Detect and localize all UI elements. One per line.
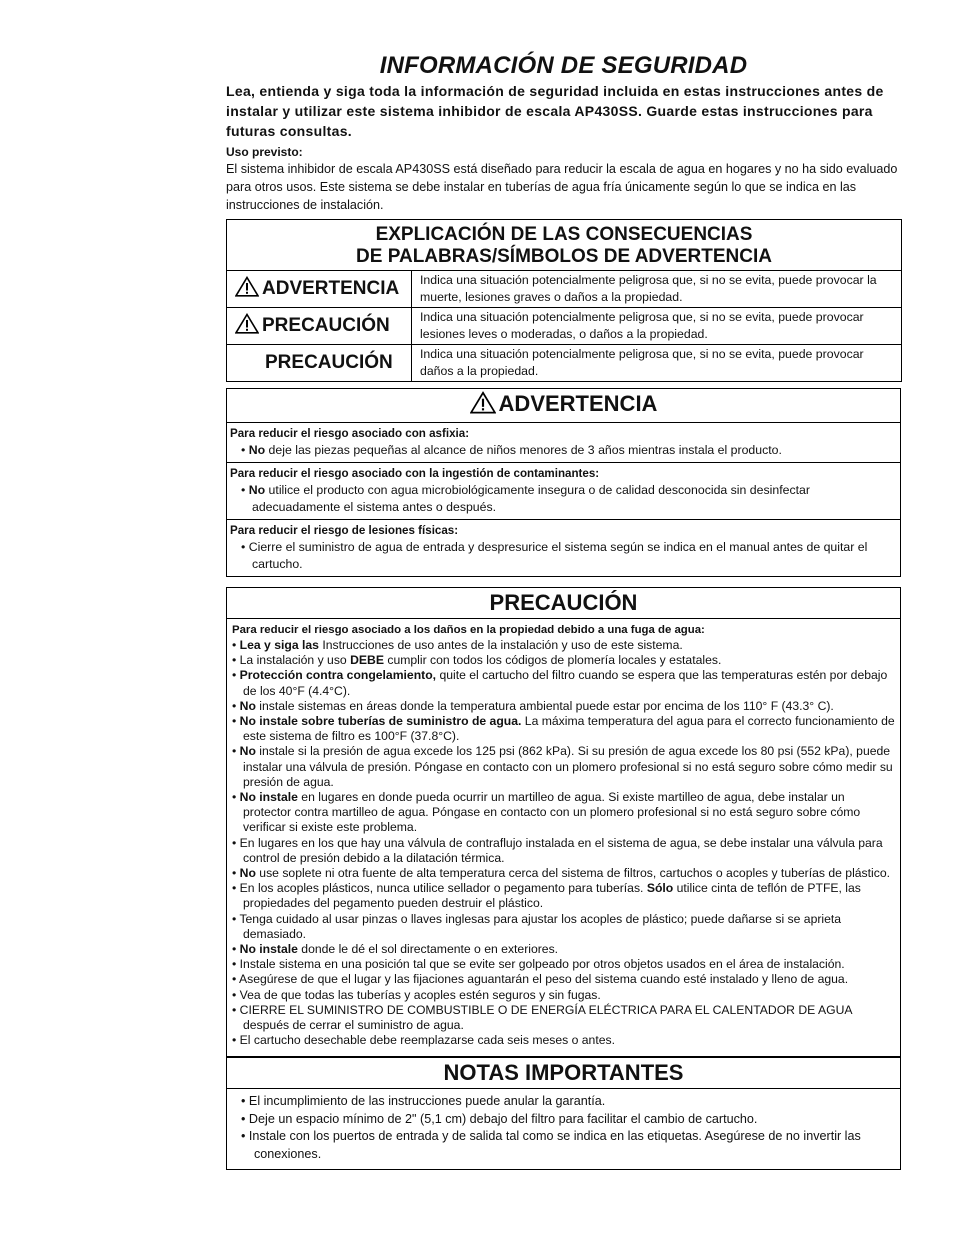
section-heading: Para reducir el riesgo de lesiones físicas: (230, 524, 459, 537)
advertencia-heading (227, 389, 900, 423)
caution-item: • CIERRE EL SUMINISTRO DE COMBUSTIBLE O DE ENERGÍA ELÉCTRICA PARA EL CALENTADOR DE AGUA después de cerrar el suministro de agua. (232, 1002, 852, 1033)
item-text: La instalación y uso (239, 653, 351, 668)
legend-title (227, 220, 902, 271)
item-text: La máxima temperatura del agua para el correcto funcionamiento de este sistema de filtro es 100°F (37.8°C). (243, 714, 895, 744)
caution-item: • No use soplete ni otra fuente de alta temperatura cerca del sistema de filtros, cartuchos o acoples y tuberías de plástico. (232, 866, 891, 881)
safety-page (226, 52, 901, 1170)
warning-triangle-icon (470, 391, 496, 420)
item-bold: Sólo (646, 881, 674, 896)
caution-item: • Tenga cuidado al usar pinzas o llaves inglesas para ajustar los acoples de plástico; puede dañarse si se aprieta demasiado. (232, 911, 842, 941)
item-text: Cierre el suministro de agua de entrada y despresurice el sistema según se indica en el manual antes de quitar el cartucho. (248, 540, 868, 571)
precaucion-list (232, 638, 896, 1048)
note-item: • Instale con los puertos de entrada y de salida tal como se indica en las etiquetas. Asegúrese de no invertir las conexiones. (241, 1129, 861, 1161)
signal-word-desc: Indica una situación potencialmente peligrosa que, si no se evita, puede provocar lesiones leves o moderadas, o daños a la propiedad. (412, 308, 902, 345)
item-bold: No (239, 698, 256, 713)
warning-triangle-icon (235, 276, 259, 303)
precaucion-heading: PRECAUCIÓN (227, 588, 900, 619)
legend-row-precaucion (227, 345, 902, 382)
legend-title-line2: DE PALABRAS/SÍMBOLOS DE ADVERTENCIA (356, 246, 772, 267)
note-text: El incumplimiento de las instrucciones puede anular la garantía. (248, 1094, 606, 1109)
item-text: Instale sistema en una posición tal que se evite ser golpeado por otros objetos usados en el área de instalación. (239, 957, 845, 972)
item-bold: Protección contra congelamiento, (239, 668, 437, 683)
notas-list (227, 1089, 900, 1169)
item-text: El cartucho desechable debe reemplazarse cada seis meses o antes. (239, 1033, 615, 1048)
caution-item: • No instale sobre tuberías de suministro de agua. La máxima temperatura del agua para el correcto funcionamiento de este sistema de filtro es 100°F (37.8°C). (232, 714, 895, 744)
signal-word-desc: Indica una situación potencialmente peligrosa que, si no se evita, puede provocar daños a la propiedad. (412, 345, 902, 382)
advertencia-section (227, 463, 900, 520)
uso-previsto-heading: Uso previsto: (226, 145, 303, 159)
item-text: quite el cartucho del filtro cuando se espera que las temperaturas estén por debajo de los 40°F (4.4°C). (243, 668, 888, 698)
caution-item: • El cartucho desechable debe reemplazarse cada seis meses o antes. (232, 1033, 615, 1048)
advertencia-heading-text: ADVERTENCIA (498, 391, 658, 416)
intro-text: Lea, entienda y siga toda la información de seguridad incluida en estas instrucciones antes de instalar y utilizar este sistema inhibidor de escala AP430SS. Guarde estas instrucciones para futuras consultas. (226, 83, 884, 139)
item-bold: DEBE (350, 653, 384, 668)
item-text: En lugares en los que hay una válvula de contraflujo instalada en el sistema de agua, se debe instalar una válvula para control de presión debido a la dilatación térmica. (239, 835, 883, 865)
advertencia-section (227, 423, 900, 463)
signal-words-table (226, 219, 902, 382)
item-text: Instrucciones de uso antes de la instalación y uso de este sistema. (318, 638, 683, 652)
signal-word: PRECAUCIÓN (265, 352, 393, 373)
section-heading: Para reducir el riesgo asociado con la ingestión de contaminantes: (230, 467, 600, 480)
uso-previsto-text: El sistema inhibidor de escala AP430SS está diseñado para reducir la escala de agua en hogares y no ha sido evaluado para otros usos. Este sistema se debe instalar en tuberías de agua fría únicamente según lo que se indica en las instrucciones de instalación. (226, 162, 898, 212)
section-heading: Para reducir el riesgo asociado con asfixia: (230, 427, 470, 440)
item-bold: No (239, 744, 256, 759)
item-text: instale si la presión de agua excede los 125 psi (862 kPa). Si su presión de agua excede los 80 psi (552 kPa), puede instalar una válvula de presión. Póngase en contacto con un plomero profesional si no está seguro sobre cómo medir su presión de agua. (243, 744, 893, 789)
caution-item: • La instalación y uso DEBE cumplir con todos los códigos de plomería locales y estatales. (232, 653, 722, 668)
caution-item: • No instale en lugares en donde pueda ocurrir un martilleo de agua. Si existe martilleo de agua, debe instalar un protector contra martilleo de agua. Póngase en contacto con un plomero profesional si no está seguro sobre cómo verificar si existe este problema. (232, 790, 861, 835)
caution-item: • No instale donde le dé el sol directamente o en exteriores. (232, 942, 559, 957)
item-bold: No instale (239, 942, 298, 957)
legend-row-precaucion-icon (227, 308, 902, 345)
item-bold: No (239, 866, 256, 881)
item-text: Vea de que todas las tuberías y acoples estén seguros y sin fugas. (239, 987, 601, 1002)
caution-item: • No instale sistemas en áreas donde la temperatura ambiental puede estar por encima de los 110° F (43.3° C). (232, 698, 834, 713)
item-text: Tenga cuidado al usar pinzas o llaves inglesas para ajustar los acoples de plástico; puede dañarse si se aprieta demasiado. (239, 911, 842, 941)
item-text: use soplete ni otra fuente de alta temperatura cerca del sistema de filtros, cartuchos o acoples y tuberías de plástico. (255, 866, 891, 881)
item-bold: No instale (239, 790, 298, 805)
item-text: instale sistemas en áreas donde la temperatura ambiental puede estar por encima de los 110° F (43.3° C). (255, 698, 834, 713)
caution-item: • Instale sistema en una posición tal que se evite ser golpeado por otros objetos usados en el área de instalación. (232, 957, 845, 972)
signal-word-desc: Indica una situación potencialmente peligrosa que, si no se evita, puede provocar la muerte, lesiones graves o daños a la propiedad. (412, 271, 902, 308)
list-item: • Cierre el suministro de agua de entrada y despresurice el sistema según se indica en el manual antes de quitar el cartucho. (241, 540, 868, 571)
advertencia-box (226, 388, 901, 577)
list-item: • No utilice el producto con agua microbiológicamente insegura o de calidad desconocida sin desinfectar adecuadamente el sistema antes o después. (241, 483, 810, 514)
advertencia-section (227, 520, 900, 576)
precaucion-box (226, 587, 901, 1057)
item-text: donde le dé el sol directamente o en exteriores. (297, 942, 559, 957)
item-text: cumplir con todos los códigos de plomería locales y estatales. (383, 653, 722, 668)
notas-heading: NOTAS IMPORTANTES (227, 1058, 900, 1089)
page-title: INFORMACIÓN DE SEGURIDAD (379, 52, 748, 79)
note-text: Instale con los puertos de entrada y de salida tal como se indica en las etiquetas. Asegúrese de no invertir las conexiones. (248, 1129, 861, 1161)
notas-box (226, 1057, 901, 1170)
item-text: Asegúrese de que el lugar y las fijaciones aguantarán el peso del sistema cuando esté instalado y lleno de agua. (238, 972, 849, 987)
item-text: en lugares en donde pueda ocurrir un martilleo de agua. Si existe martilleo de agua, debe instalar un protector contra martilleo de agua. Póngase en contacto con un plomero profesional si no está seguro sobre cómo verificar si existe este problema. (243, 790, 861, 835)
item-text: CIERRE EL SUMINISTRO DE COMBUSTIBLE O DE ENERGÍA ELÉCTRICA PARA EL CALENTADOR DE AGUA después de cerrar el suministro de agua. (239, 1002, 852, 1033)
legend-title-line1: EXPLICACIÓN DE LAS CONSECUENCIAS (375, 224, 753, 245)
caution-item: • En lugares en los que hay una válvula de contraflujo instalada en el sistema de agua, se debe instalar una válvula para control de presión debido a la dilatación térmica. (232, 835, 883, 865)
note-text: Deje un espacio mínimo de 2" (5,1 cm) debajo del filtro para facilitar el cambio de cartucho. (248, 1111, 758, 1126)
item-text: En los acoples plásticos, nunca utilice sellador o pegamento para tuberías. (239, 881, 647, 896)
item-text: utilice el producto con agua microbiológicamente insegura o de calidad desconocida sin desinfectar adecuadamente el sistema antes o después. (252, 483, 810, 514)
item-bold: Lea y siga las (239, 638, 319, 652)
signal-word-cell (227, 271, 412, 308)
caution-item: • En los acoples plásticos, nunca utilice sellador o pegamento para tuberías. Sólo utilice cinta de teflón de PTFE, las propiedades del pegamento pueden destruir el plástico. (232, 881, 861, 911)
note-item: • El incumplimiento de las instrucciones puede anular la garantía. (241, 1094, 606, 1109)
legend-row-advertencia (227, 271, 902, 308)
item-text: utilice cinta de teflón de PTFE, las propiedades del pegamento pueden destruir el plástico. (243, 881, 861, 911)
item-text: deje las piezas pequeñas al alcance de niños menores de 3 años mientras instala el producto. (265, 443, 782, 457)
signal-word-cell (227, 308, 412, 345)
signal-word: PRECAUCIÓN (262, 314, 390, 336)
caution-item: • Lea y siga las Instrucciones de uso antes de la instalación y uso de este sistema. (232, 638, 683, 652)
item-bold: No (248, 483, 266, 497)
note-item: • Deje un espacio mínimo de 2" (5,1 cm) debajo del filtro para facilitar el cambio de cartucho. (241, 1111, 758, 1126)
warning-triangle-icon (235, 313, 259, 340)
precaucion-body (227, 619, 900, 1056)
list-item: • No deje las piezas pequeñas al alcance de niños menores de 3 años mientras instala el producto. (241, 443, 782, 457)
caution-item: • Protección contra congelamiento, quite el cartucho del filtro cuando se espera que las temperaturas estén por debajo de los 40°F (4.4°C). (232, 668, 888, 698)
caution-item: • No instale si la presión de agua excede los 125 psi (862 kPa). Si su presión de agua excede los 80 psi (552 kPa), puede instalar una válvula de presión. Póngase en contacto con un plomero profesional si no está seguro sobre cómo medir su presión de agua. (232, 744, 893, 789)
precaucion-subheading: Para reducir el riesgo asociado a los daños en la propiedad debido a una fuga de agua: (232, 624, 705, 636)
signal-word-cell (227, 345, 412, 382)
item-bold: No (248, 443, 266, 457)
caution-item: • Vea de que todas las tuberías y acoples estén seguros y sin fugas. (232, 987, 601, 1002)
signal-word: ADVERTENCIA (262, 277, 400, 299)
item-bold: No instale sobre tuberías de suministro de agua. (239, 714, 522, 729)
caution-item: • Asegúrese de que el lugar y las fijaciones aguantarán el peso del sistema cuando esté instalado y lleno de agua. (232, 972, 849, 987)
